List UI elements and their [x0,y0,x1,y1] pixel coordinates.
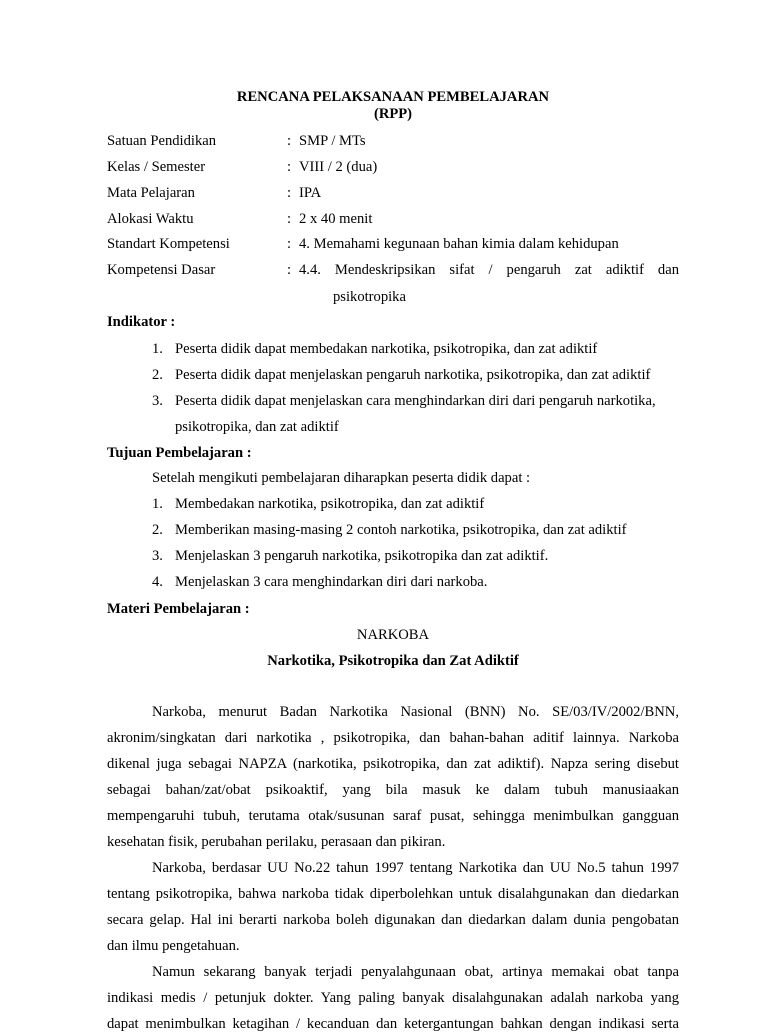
info-colon: : [287,133,292,149]
list-item-cont: psikotropika, dan zat adiktif [175,419,339,435]
doc-title: RENCANA PELAKSANAAN PEMBELAJARAN [236,89,550,105]
info-colon: : [287,262,292,278]
list-number: 1. [152,341,163,357]
paragraph-line: kesehatan fisik, perubahan perilaku, perasaan dan pikiran. [107,834,446,850]
info-colon: : [287,236,292,252]
tujuan-heading: Tujuan Pembelajaran : [107,445,252,461]
info-label: Standart Kompetensi [107,236,230,252]
list-item: Peserta didik dapat menjelaskan pengaruh narkotika, psikotropika, dan zat adiktif [175,367,651,383]
info-label: Kompetensi Dasar [107,262,216,278]
materi-title: NARKOBA [356,627,430,643]
paragraph-line: dan ilmu pengetahuan. [107,938,240,954]
info-value: 4.4. Mendeskripsikan sifat / pengaruh zat adiktif dan [299,262,679,278]
list-number: 2. [152,522,163,538]
doc-subtitle: (RPP) [373,106,413,122]
materi-heading: Materi Pembelajaran : [107,601,250,617]
info-value-cont: psikotropika [333,289,406,305]
list-item: Menjelaskan 3 pengaruh narkotika, psikotropika dan zat adiktif. [175,548,549,564]
list-item: Memberikan masing-masing 2 contoh narkotika, psikotropika, dan zat adiktif [175,522,627,538]
paragraph-line: akronim/singkatan dari narkotika , psikotropika, dan bahan-bahan aditif lainnya. Narkoba [107,730,679,746]
list-item: Peserta didik dapat menjelaskan cara menghindarkan diri dari pengaruh narkotika, [175,393,656,409]
info-label: Mata Pelajaran [107,185,195,201]
paragraph-line: Namun sekarang banyak terjadi penyalahgunaan obat, artinya memakai obat tanpa [152,964,679,980]
info-value: 2 x 40 menit [299,211,373,227]
materi-subtitle: Narkotika, Psikotropika dan Zat Adiktif [267,653,519,669]
paragraph-line: tentang psikotropika, bahwa narkoba tidak diperbolehkan untuk disalahgunakan dan diedarkan [107,886,679,902]
paragraph-line: Narkoba, berdasar UU No.22 tahun 1997 tentang Narkotika dan UU No.5 tahun 1997 [152,860,679,876]
list-item: Peserta didik dapat membedakan narkotika, psikotropika, dan zat adiktif [175,341,598,357]
paragraph-line: secara gelap. Hal ini berarti narkoba boleh digunakan dan diedarkan dalam dunia pengobatan [107,912,679,928]
list-item: Menjelaskan 3 cara menghindarkan diri dari narkoba. [175,574,488,590]
paragraph-line: dikenal juga sebagai NAPZA (narkotika, psikotropika, dan zat adiktif). Napza sering disebut [107,756,679,772]
list-item: Membedakan narkotika, psikotropika, dan zat adiktif [175,496,485,512]
info-colon: : [287,159,292,175]
info-label: Alokasi Waktu [107,211,194,227]
paragraph-line: mempengaruhi tubuh, terutama otak/susunan saraf pusat, sehingga menimbulkan gangguan [107,808,679,824]
list-number: 3. [152,393,163,409]
indikator-heading: Indikator : [107,314,176,330]
info-colon: : [287,185,292,201]
tujuan-intro: Setelah mengikuti pembelajaran diharapkan peserta didik dapat : [152,470,531,486]
list-number: 3. [152,548,163,564]
paragraph-line: indikasi medis / petunjuk dokter. Yang paling banyak disalahgunakan adalah narkoba yang [107,990,679,1006]
paragraph-line: Narkoba, menurut Badan Narkotika Nasional (BNN) No. SE/03/IV/2002/BNN, [152,704,679,720]
info-label: Satuan Pendidikan [107,133,217,149]
paragraph-line: dapat menimbulkan ketagihan / kecanduan dan ketergantungan bahkan dengan indikasi serta [107,1016,679,1032]
info-label: Kelas / Semester [107,159,206,175]
info-value: IPA [299,185,322,201]
list-number: 2. [152,367,163,383]
info-colon: : [287,211,292,227]
info-value: 4. Memahami kegunaan bahan kimia dalam kehidupan [299,236,619,252]
list-number: 1. [152,496,163,512]
list-number: 4. [152,574,163,590]
paragraph-line: sebagai bahan/zat/obat psikoaktif, yang bila masuk ke dalam tubuh manusiaakan [107,782,679,798]
info-value: SMP / MTs [299,133,366,149]
info-value: VIII / 2 (dua) [299,159,378,175]
